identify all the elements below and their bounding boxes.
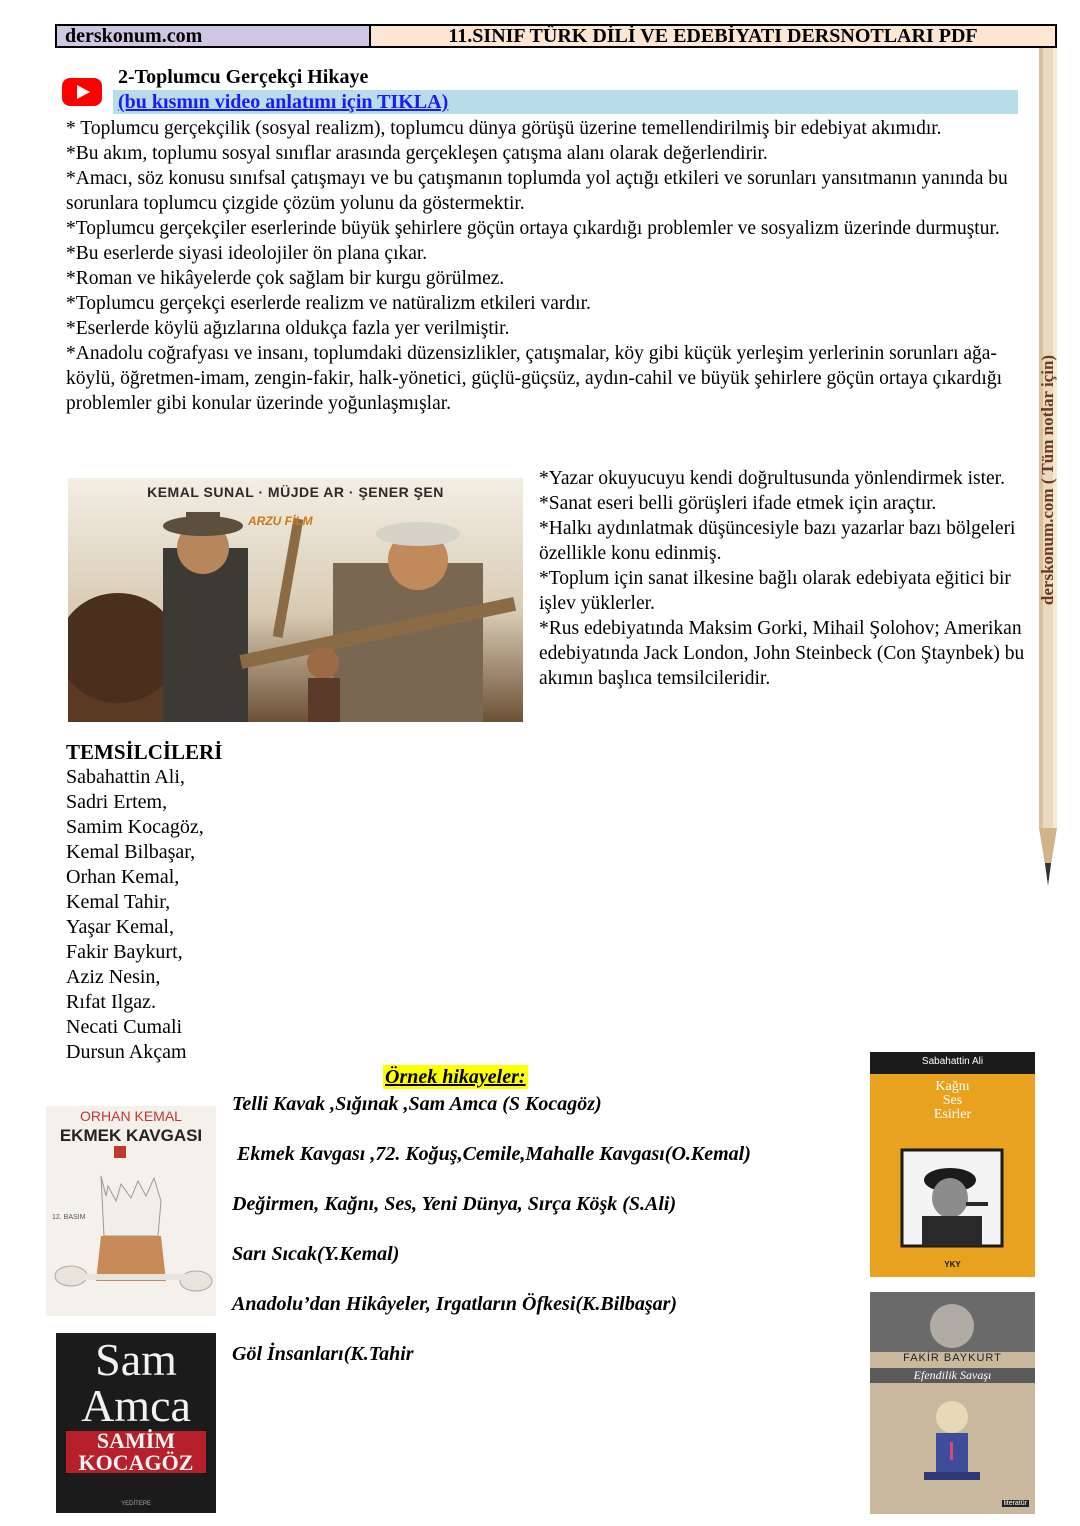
book-author: Sabahattin Ali (921, 1056, 984, 1067)
book-publisher: literatür (1003, 1500, 1027, 1507)
youtube-icon[interactable] (62, 78, 102, 106)
list-item: Sadri Ertem, (66, 791, 168, 813)
list-item: Samim Kocagöz, (66, 816, 204, 838)
film-cast-names: KEMAL SUNAL · MÜJDE AR · ŞENER ŞEN (147, 484, 444, 500)
paragraph: *Rus edebiyatında Maksim Gorki, Mihail Şolohov; Amerikan edebiyatında Jack London, John Steinbeck (Con Ştaynbek) bu akımın başlıca temsilcileridir. (539, 618, 1025, 689)
book-author: FAKİR BAYKURT (903, 1352, 1002, 1364)
list-item: Sabahattin Ali, (66, 766, 185, 788)
book-title: EKMEK KAVGASI (59, 1126, 203, 1145)
paragraph: *Toplum için sanat ilkesine bağlı olarak edebiyata eğitici bir işlev yüklerler. (539, 568, 1011, 614)
list-item: Kemal Tahir, (66, 891, 171, 913)
paragraph: *Anadolu coğrafyası ve insanı, toplumdaki düzensizlikler, çatışmalar, köy gibi küçük yerleşim yerlerinin sorunları ağa-köylü, öğretmen-imam, zengin-fakir, halk-yönetici, güçlü-güçsüz, aydın-cahil ve büyük şehirlere göçün ortaya çıkardığı problemler gibi konular üzerinde yoğunlaşmışlar. (66, 343, 1002, 414)
paragraph: *Bu eserlerde siyasi ideolojiler ön plana çıkar. (66, 243, 428, 264)
book-author: ORHAN KEMAL (80, 1108, 182, 1124)
side-watermark-label[interactable]: derskonum.com ( Tüm notlar için) (1038, 354, 1057, 606)
paragraph: *Toplumcu gerçekçiler eserlerinde büyük şehirlere göçün ortaya çıkardığı problemler ve sosyalizm üzerinde durmuştur. (66, 218, 1000, 239)
book-title-line: Kağnı (935, 1079, 970, 1094)
book-author-line: KOCAGÖZ (78, 1450, 194, 1475)
book-publisher: YKY (944, 1260, 961, 1269)
book-title-line: Ses (942, 1093, 963, 1108)
list-item: Değirmen, Kağnı, Ses, Yeni Dünya, Sırça Köşk (S.Ali) (232, 1193, 677, 1215)
list-item: Aziz Nesin, (66, 966, 161, 988)
paragraph: * Toplumcu gerçekçilik (sosyal realizm), toplumcu dünya görüşü üzerine temellendirilmiş bir edebiyat akımıdır. (66, 118, 942, 139)
list-item: Rıfat Ilgaz. (66, 991, 156, 1013)
representatives-heading: TEMSİLCİLERİ (66, 740, 223, 764)
header-bar (55, 24, 1057, 48)
section-title: 2-Toplumcu Gerçekçi Hikaye (118, 66, 369, 88)
list-item: Fakir Baykurt, (66, 941, 183, 963)
paragraph: *Yazar okuyucuyu kendi doğrultusunda yönlendirmek ister. (539, 468, 1005, 489)
list-item: Kemal Bilbaşar, (66, 841, 196, 863)
film-studio-logo: ARZU FİLM (248, 514, 313, 528)
paragraph: *Bu akım, toplumu sosyal sınıflar arasında gerçekleşen çatışma alanı olarak değerlendirir. (66, 143, 768, 164)
book-cover-efendilik-savasi (870, 1292, 1035, 1514)
film-poster-image (68, 478, 523, 722)
list-item: Telli Kavak ,Sığınak ,Sam Amca (S Kocagöz) (232, 1093, 602, 1115)
book-cover-kagni (870, 1052, 1035, 1277)
list-item: Ekmek Kavgası ,72. Koğuş,Cemile,Mahalle Kavgası(O.Kemal) (232, 1143, 751, 1165)
list-item: Anadolu’dan Hikâyeler, Irgatların Öfkesi(K.Bilbaşar) (232, 1293, 678, 1315)
right-paragraphs (539, 466, 1029, 691)
examples-list (232, 1090, 751, 1390)
paragraph: *Toplumcu gerçekçi eserlerde realizm ve natüralizm etkileri vardır. (66, 293, 591, 314)
list-item: Dursun Akçam (66, 1041, 187, 1063)
book-author-line: SAMİM (96, 1428, 176, 1453)
paragraph: *Roman ve hikâyelerde çok sağlam bir kurgu görülmez. (66, 268, 505, 289)
paragraph: *Amacı, söz konusu sınıfsal çatışmayı ve bu çatışmanın toplumda yol açtığı etkileri ve sorunları yansıtmanın yanında bu sorunlara toplumcu çizgide çözüm yolunu da göstermektir. (66, 168, 1008, 214)
representatives-list (66, 765, 204, 1065)
paragraph: *Sanat eseri belli görüşleri ifade etmek için araçtır. (539, 493, 937, 514)
video-link[interactable]: (bu kısmın video anlatımı için TIKLA) (118, 91, 449, 113)
book-edition: 12. BASIM (52, 1214, 86, 1221)
list-item: Sarı Sıcak(Y.Kemal) (232, 1243, 400, 1265)
list-item: Necati Cumali (66, 1016, 183, 1038)
book-cover-sam-amca (56, 1333, 216, 1513)
document-title: 11.SINIF TÜRK DİLİ VE EDEBİYATI DERSNOTLARI PDF (371, 26, 1055, 46)
main-paragraphs (66, 116, 1026, 416)
book-publisher: YEDİTEPE (121, 1501, 151, 1507)
book-title-line: Sam (95, 1334, 177, 1385)
site-name[interactable]: derskonum.com (57, 26, 371, 46)
book-title-line: Amca (81, 1380, 191, 1431)
book-title: Efendilik Savaşı (870, 1368, 1035, 1383)
list-item: Göl İnsanları(K.Tahir (232, 1343, 414, 1365)
book-title-line: Esirler (933, 1107, 972, 1122)
paragraph: *Halkı aydınlatmak düşüncesiyle bazı yazarlar bazı bölgeleri özellikle konu edinmiş. (539, 518, 1016, 564)
examples-heading: Örnek hikayeler: (385, 1066, 526, 1088)
book-cover-ekmek-kavgasi (46, 1106, 216, 1316)
paragraph: *Eserlerde köylü ağızlarına oldukça fazla yer verilmiştir. (66, 318, 510, 339)
list-item: Yaşar Kemal, (66, 916, 174, 938)
list-item: Orhan Kemal, (66, 866, 180, 888)
